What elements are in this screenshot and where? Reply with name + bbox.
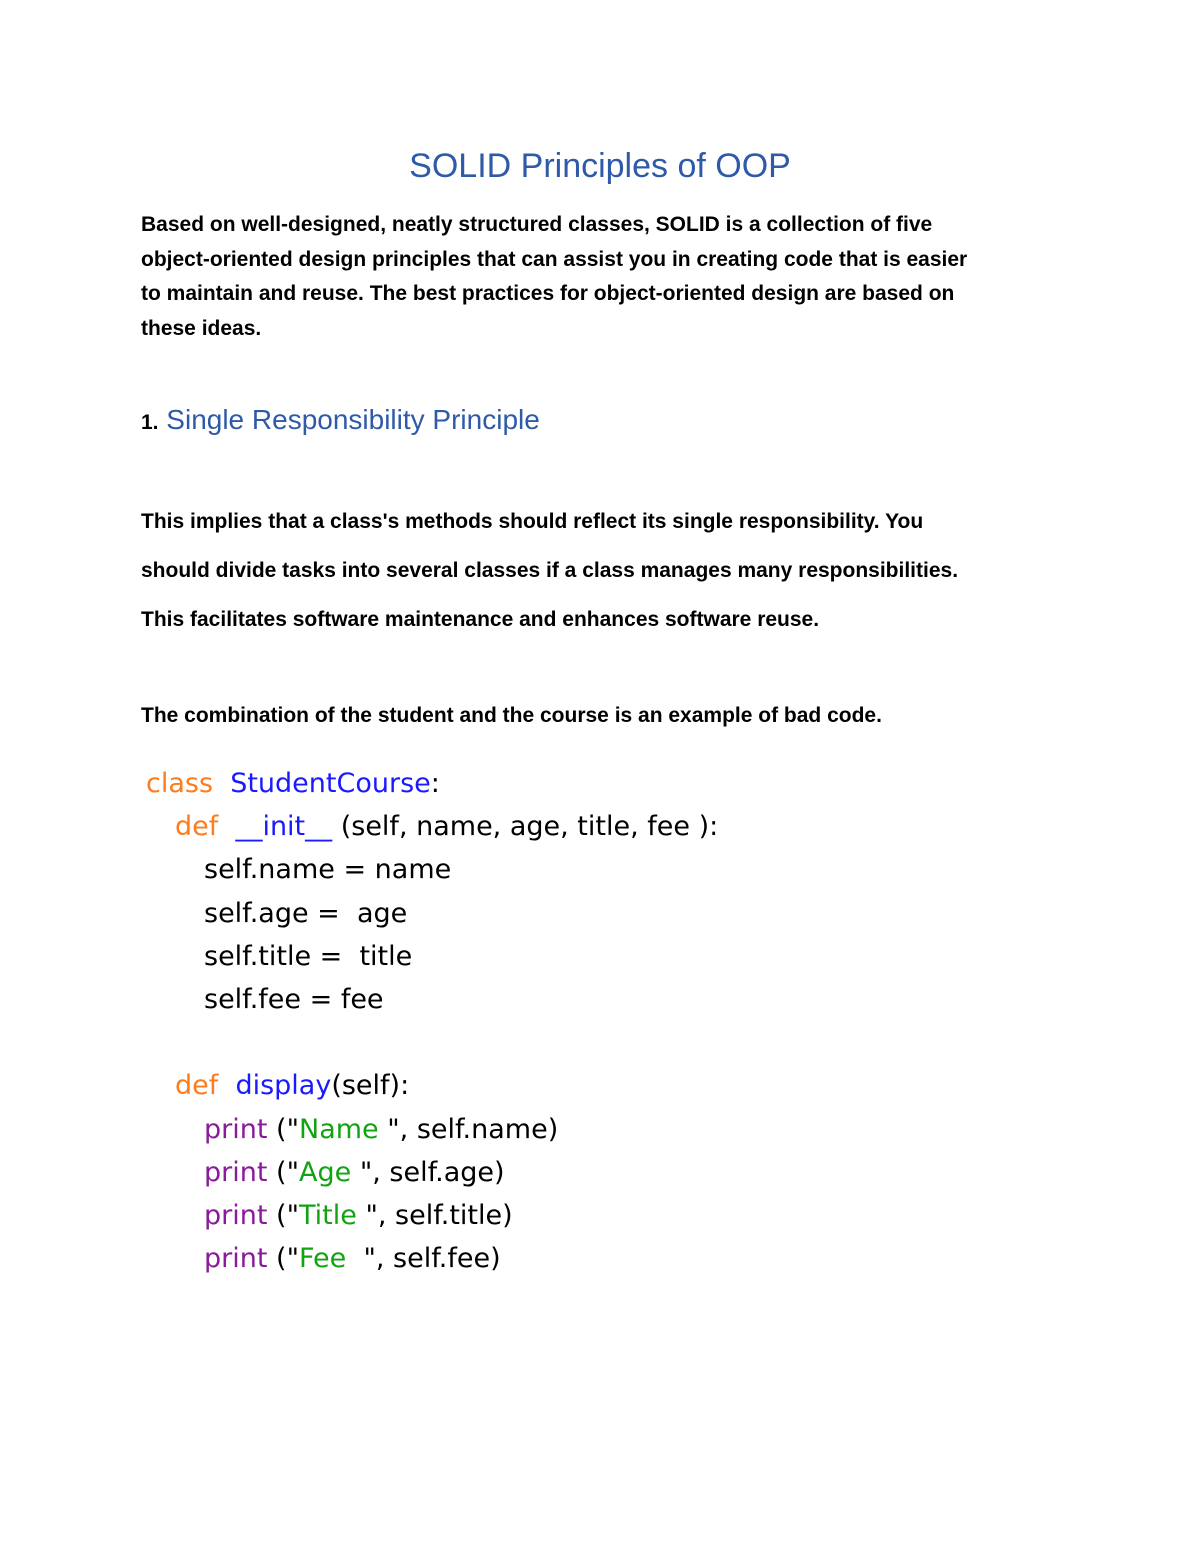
code-line xyxy=(146,1108,1046,1151)
code-line xyxy=(146,1151,1046,1194)
code-punct: (" xyxy=(267,1243,299,1275)
code-blank-line xyxy=(146,1021,1046,1064)
section-paragraph-line: This implies that a class's methods should reflect its single responsibility. You xyxy=(141,510,924,533)
code-keyword: def xyxy=(175,1070,219,1102)
code-params: (self, name, age, title, fee ): xyxy=(332,811,719,843)
code-punct: (" xyxy=(267,1199,299,1231)
code-line xyxy=(146,805,1046,848)
intro-line: these ideas. xyxy=(141,316,262,340)
intro-line: object-oriented design principles that can assist you in creating code that is easier xyxy=(141,247,968,271)
code-string: Name xyxy=(299,1113,388,1145)
code-punct: ", self.name) xyxy=(387,1113,559,1145)
code-line: self.age = age xyxy=(204,897,408,929)
section-number: 1. xyxy=(141,411,159,434)
code-punct: ", self.age) xyxy=(359,1156,505,1188)
code-punct: : xyxy=(430,768,440,799)
intro-line: to maintain and reuse. The best practices for object-oriented design are based on xyxy=(141,282,955,305)
code-print: print xyxy=(204,1113,268,1145)
section-paragraph-line: This facilitates software maintenance and enhances software reuse. xyxy=(141,608,820,631)
code-line xyxy=(146,1194,1046,1237)
page-title: SOLID Principles of OOP xyxy=(409,147,791,185)
code-class-name: StudentCourse xyxy=(230,768,431,799)
code-print: print xyxy=(204,1199,268,1231)
code-punct: ", self.fee) xyxy=(363,1243,501,1275)
code-block xyxy=(146,762,1046,1280)
code-line: self.title = title xyxy=(204,940,413,972)
section-paragraph-line: should divide tasks into several classes if a class manages many responsibilities. xyxy=(141,559,959,582)
code-line xyxy=(146,1064,1046,1107)
section-heading-text: Single Responsibility Principle xyxy=(166,404,540,435)
code-punct: ", self.title) xyxy=(365,1199,513,1231)
example-intro: The combination of the student and the course is an example of bad code. xyxy=(141,704,882,727)
code-string: Fee xyxy=(299,1243,364,1275)
code-string: Age xyxy=(299,1156,360,1188)
code-punct: (" xyxy=(267,1156,299,1188)
intro-line: Based on well-designed, neatly structured classes, SOLID is a collection of five xyxy=(141,213,933,236)
code-keyword: def xyxy=(175,811,219,843)
code-line: self.name = name xyxy=(204,854,452,886)
code-punct: (" xyxy=(267,1113,299,1145)
intro-paragraph xyxy=(141,208,1051,346)
code-function-name: __init__ xyxy=(235,811,333,843)
code-line xyxy=(146,762,1046,805)
code-line: self.fee = fee xyxy=(204,983,384,1015)
code-print: print xyxy=(204,1243,268,1275)
code-keyword: class xyxy=(146,768,214,799)
code-string: Title xyxy=(299,1199,366,1231)
code-line xyxy=(146,1237,1046,1280)
code-function-name: display xyxy=(235,1070,332,1102)
section-heading xyxy=(141,400,540,443)
code-print: print xyxy=(204,1156,268,1188)
code-params: (self): xyxy=(331,1070,410,1102)
